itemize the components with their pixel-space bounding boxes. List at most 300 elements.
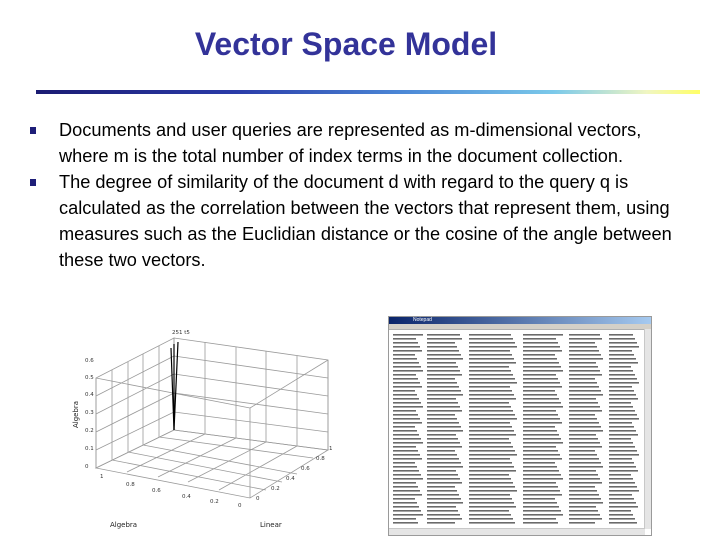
matrix-text-line xyxy=(523,518,556,520)
matrix-text-line xyxy=(393,350,422,352)
matrix-text-line xyxy=(469,346,517,348)
matrix-text-line xyxy=(393,518,416,520)
matrix-text-line xyxy=(523,406,563,408)
matrix-text-line xyxy=(469,390,512,392)
matrix-text-line xyxy=(523,434,559,436)
matrix-text-line xyxy=(609,370,633,372)
matrix-text-line xyxy=(469,414,515,416)
matrix-text-line xyxy=(609,354,634,356)
matrix-text-line xyxy=(523,514,563,516)
matrix-text-line xyxy=(569,502,603,504)
matrix-text-line xyxy=(569,382,597,384)
matrix-text-line xyxy=(393,410,416,412)
matrix-text-line xyxy=(569,522,595,524)
matrix-text-line xyxy=(523,462,555,464)
matrix-text-line xyxy=(569,354,601,356)
matrix-text-line xyxy=(523,442,563,444)
matrix-text-line xyxy=(393,522,418,524)
matrix-text-line xyxy=(609,342,637,344)
matrix-text-line xyxy=(469,470,516,472)
z-tick-label: 0.2 xyxy=(85,428,94,434)
matrix-text-line xyxy=(523,470,559,472)
matrix-text-line xyxy=(393,346,420,348)
matrix-text-line xyxy=(427,458,459,460)
matrix-text-line xyxy=(523,486,558,488)
matrix-text-line xyxy=(523,354,555,356)
matrix-text-line xyxy=(523,446,556,448)
matrix-text-line xyxy=(469,334,511,336)
matrix-text-line xyxy=(469,338,513,340)
matrix-text-line xyxy=(569,366,598,368)
matrix-text-line xyxy=(393,514,423,516)
matrix-text-line xyxy=(393,406,423,408)
z-tick-label: 0.3 xyxy=(85,410,94,416)
matrix-text-line xyxy=(469,450,515,452)
matrix-text-line xyxy=(393,354,415,356)
matrix-text-line xyxy=(569,510,598,512)
matrix-text-line xyxy=(569,362,596,364)
matrix-text-line xyxy=(427,418,457,420)
matrix-text-line xyxy=(609,498,634,500)
matrix-text-line xyxy=(569,442,600,444)
matrix-text-line xyxy=(427,474,458,476)
matrix-text-line xyxy=(523,438,561,440)
matrix-text-line xyxy=(523,430,557,432)
matrix-text-line xyxy=(523,366,561,368)
matrix-text-line xyxy=(523,454,560,456)
matrix-text-line xyxy=(427,358,463,360)
matrix-text-line xyxy=(523,498,555,500)
matrix-text-line xyxy=(569,478,600,480)
matrix-text-line xyxy=(569,410,602,412)
matrix-text-line xyxy=(609,362,638,364)
matrix-text-line xyxy=(427,370,460,372)
matrix-text-line xyxy=(427,494,459,496)
matrix-lines-svg xyxy=(391,331,643,527)
matrix-text-line xyxy=(427,518,462,520)
matrix-text-line xyxy=(469,362,516,364)
matrix-text-line xyxy=(393,466,417,468)
matrix-text-area xyxy=(391,331,649,533)
horizontal-scrollbar xyxy=(389,528,645,535)
matrix-text-line xyxy=(469,418,517,420)
matrix-text-line xyxy=(393,338,416,340)
matrix-text-line xyxy=(569,390,601,392)
matrix-text-line xyxy=(393,510,421,512)
matrix-text-line xyxy=(609,482,635,484)
matrix-text-line xyxy=(609,462,634,464)
matrix-text-line xyxy=(569,418,597,420)
matrix-text-line xyxy=(469,506,516,508)
matrix-text-line xyxy=(469,494,510,496)
matrix-text-line xyxy=(427,486,455,488)
matrix-text-line xyxy=(393,474,421,476)
x-tick-label: 0.8 xyxy=(126,482,135,488)
matrix-text-line xyxy=(609,494,632,496)
matrix-text-line xyxy=(609,430,636,432)
matrix-text-line xyxy=(569,374,602,376)
matrix-text-line xyxy=(569,450,595,452)
matrix-text-line xyxy=(523,450,558,452)
bullet-list xyxy=(30,117,680,273)
matrix-text-line xyxy=(609,338,635,340)
x-tick-label: 0.2 xyxy=(210,499,219,505)
matrix-text-line xyxy=(609,398,638,400)
y-tick-label: 1 xyxy=(329,446,333,452)
matrix-text-line xyxy=(609,486,637,488)
matrix-text-line xyxy=(393,390,415,392)
matrix-text-line xyxy=(427,350,459,352)
z-tick-label: 0.6 xyxy=(85,358,94,364)
bullet-square-icon xyxy=(30,179,36,186)
matrix-text-line xyxy=(523,358,557,360)
matrix-text-line xyxy=(523,386,562,388)
matrix-text-line xyxy=(393,394,417,396)
matrix-text-line xyxy=(609,350,632,352)
matrix-text-line xyxy=(609,366,631,368)
matrix-text-line xyxy=(427,366,458,368)
matrix-text-line xyxy=(569,494,599,496)
matrix-text-line xyxy=(393,418,420,420)
matrix-text-line xyxy=(427,378,455,380)
matrix-text-line xyxy=(427,374,462,376)
matrix-text-line xyxy=(427,470,456,472)
matrix-text-line xyxy=(427,414,455,416)
vertical-scrollbar xyxy=(644,329,651,529)
matrix-text-line xyxy=(393,482,416,484)
matrix-text-line xyxy=(569,466,603,468)
matrix-text-line xyxy=(469,458,510,460)
matrix-text-line xyxy=(393,502,417,504)
matrix-text-line xyxy=(523,418,560,420)
matrix-text-line xyxy=(523,410,556,412)
matrix-text-line xyxy=(469,398,516,400)
matrix-text-line xyxy=(569,498,601,500)
matrix-text-line xyxy=(609,514,633,516)
y-tick-label: 0.8 xyxy=(316,456,325,462)
matrix-text-line xyxy=(569,370,600,372)
matrix-text-line xyxy=(427,514,460,516)
bullet-item xyxy=(30,169,680,273)
matrix-text-line xyxy=(523,494,562,496)
left-axis-label: Algebra xyxy=(110,521,138,529)
matrix-text-line xyxy=(427,482,462,484)
matrix-text-line xyxy=(523,338,556,340)
matrix-text-line xyxy=(523,522,558,524)
window-title: Notepad xyxy=(413,317,432,323)
matrix-text-line xyxy=(469,446,513,448)
matrix-text-line xyxy=(427,466,463,468)
matrix-text-line xyxy=(469,454,517,456)
matrix-text-line xyxy=(523,466,557,468)
x-tick-label: 0.6 xyxy=(152,488,161,494)
matrix-text-line xyxy=(427,354,461,356)
plot-title-label: 251 t5 xyxy=(172,330,190,336)
matrix-text-line xyxy=(427,490,457,492)
x-tick-label: 0.4 xyxy=(182,494,191,500)
matrix-text-line xyxy=(393,434,419,436)
matrix-text-line xyxy=(609,414,637,416)
matrix-text-line xyxy=(569,346,597,348)
matrix-text-line xyxy=(469,406,511,408)
matrix-text-line xyxy=(469,438,509,440)
matrix-text-line xyxy=(569,398,596,400)
matrix-text-line xyxy=(427,450,455,452)
y-tick-label: 0.4 xyxy=(286,476,295,482)
matrix-text-line xyxy=(609,478,633,480)
matrix-text-line xyxy=(523,334,563,336)
matrix-text-line xyxy=(427,498,461,500)
matrix-text-line xyxy=(609,454,639,456)
z-tick-label: 0.1 xyxy=(85,446,94,452)
matrix-text-line xyxy=(609,438,631,440)
matrix-text-line xyxy=(523,378,558,380)
matrix-text-line xyxy=(393,498,415,500)
matrix-text-line xyxy=(569,394,603,396)
matrix-text-line xyxy=(427,406,460,408)
matrix-text-line xyxy=(569,386,599,388)
matrix-text-line xyxy=(523,490,560,492)
matrix-text-line xyxy=(609,358,636,360)
matrix-text-line xyxy=(469,378,515,380)
matrix-text-line xyxy=(523,458,562,460)
matrix-text-line xyxy=(469,350,510,352)
matrix-text-line xyxy=(523,474,561,476)
matrix-text-line xyxy=(427,438,458,440)
matrix-text-line xyxy=(523,398,559,400)
matrix-text-line xyxy=(523,414,558,416)
matrix-text-line xyxy=(469,442,511,444)
matrix-text-line xyxy=(393,366,421,368)
matrix-text-line xyxy=(469,518,513,520)
matrix-text-line xyxy=(393,402,421,404)
matrix-text-line xyxy=(469,370,511,372)
matrix-text-line xyxy=(609,458,632,460)
matrix-text-line xyxy=(427,506,456,508)
matrix-text-line xyxy=(569,486,595,488)
matrix-text-line xyxy=(569,406,600,408)
matrix-text-line xyxy=(427,430,463,432)
matrix-text-line xyxy=(427,478,460,480)
matrix-text-line xyxy=(609,378,637,380)
bullet-square-icon xyxy=(30,127,36,134)
matrix-text-line xyxy=(609,502,636,504)
matrix-text-line xyxy=(469,498,512,500)
matrix-text-line xyxy=(427,334,460,336)
matrix-text-line xyxy=(393,382,420,384)
matrix-text-line xyxy=(393,438,421,440)
matrix-text-line xyxy=(569,462,601,464)
matrix-text-line xyxy=(469,462,512,464)
matrix-text-line xyxy=(393,442,423,444)
slide-title: Vector Space Model xyxy=(194,26,498,62)
matrix-text-line xyxy=(523,506,559,508)
matrix-text-line xyxy=(609,506,638,508)
matrix-text-line xyxy=(393,422,422,424)
title-divider xyxy=(36,90,700,94)
matrix-text-line xyxy=(569,334,600,336)
matrix-text-line xyxy=(469,502,514,504)
matrix-text-line xyxy=(393,450,418,452)
y-tick-label: 0.2 xyxy=(271,486,280,492)
matrix-text-line xyxy=(469,430,514,432)
matrix-text-line xyxy=(609,334,633,336)
matrix-text-line xyxy=(569,490,597,492)
matrix-text-line xyxy=(393,458,422,460)
matrix-text-line xyxy=(427,510,458,512)
matrix-text-line xyxy=(427,502,463,504)
x-tick-label: 1 xyxy=(100,474,104,480)
matrix-text-line xyxy=(469,354,512,356)
matrix-text-line xyxy=(393,398,419,400)
matrix-text-line xyxy=(393,470,419,472)
matrix-text-line xyxy=(569,518,602,520)
matrix-text-line xyxy=(393,358,417,360)
matrix-text-line xyxy=(469,514,511,516)
matrix-text-line xyxy=(469,386,510,388)
matrix-text-line xyxy=(609,374,635,376)
matrix-text-line xyxy=(609,470,638,472)
matrix-text-line xyxy=(609,386,632,388)
matrix-text-line xyxy=(393,342,418,344)
matrix-text-line xyxy=(523,374,556,376)
matrix-text-line xyxy=(427,386,459,388)
matrix-text-line xyxy=(569,470,596,472)
matrix-text-line xyxy=(609,402,631,404)
matrix-text-line xyxy=(569,350,599,352)
z-tick-label: 0.5 xyxy=(85,375,94,381)
matrix-text-line xyxy=(609,434,638,436)
matrix-text-line xyxy=(393,506,419,508)
matrix-text-line xyxy=(569,482,602,484)
matrix-text-line xyxy=(569,458,599,460)
matrix-text-line xyxy=(427,422,459,424)
matrix-text-line xyxy=(427,442,460,444)
matrix-text-line xyxy=(609,410,635,412)
matrix-text-line xyxy=(569,430,603,432)
matrix-text-line xyxy=(469,510,509,512)
matrix-text-line xyxy=(427,446,462,448)
matrix-text-line xyxy=(609,466,636,468)
matrix-text-line xyxy=(393,430,417,432)
x-tick-label: 0 xyxy=(238,503,242,509)
vector-3d-plot xyxy=(70,322,360,537)
matrix-text-line xyxy=(569,338,602,340)
matrix-text-line xyxy=(523,342,558,344)
matrix-text-line xyxy=(469,410,513,412)
matrix-text-line xyxy=(469,382,517,384)
window-title-bar xyxy=(389,317,651,324)
vertical-axis-label: Algebra xyxy=(72,400,80,428)
window-menu-bar xyxy=(389,324,651,330)
matrix-text-line xyxy=(469,434,516,436)
matrix-text-line xyxy=(523,382,560,384)
matrix-text-line xyxy=(393,454,420,456)
matrix-text-line xyxy=(569,426,601,428)
matrix-text-line xyxy=(393,334,423,336)
matrix-text-line xyxy=(469,482,513,484)
notepad-window xyxy=(388,316,652,536)
matrix-text-line xyxy=(469,474,509,476)
matrix-text-line xyxy=(609,446,635,448)
matrix-text-line xyxy=(609,422,632,424)
matrix-text-line xyxy=(609,442,633,444)
matrix-text-line xyxy=(469,342,515,344)
y-tick-label: 0.6 xyxy=(301,466,310,472)
matrix-text-line xyxy=(569,446,602,448)
matrix-text-line xyxy=(427,382,457,384)
matrix-text-line xyxy=(609,510,631,512)
matrix-text-line xyxy=(523,390,555,392)
matrix-text-line xyxy=(393,426,415,428)
matrix-text-line xyxy=(427,394,463,396)
z-tick-label: 0 xyxy=(85,464,89,470)
matrix-text-line xyxy=(569,378,595,380)
matrix-text-line xyxy=(609,418,639,420)
matrix-text-line xyxy=(523,370,563,372)
matrix-text-line xyxy=(469,426,512,428)
matrix-text-line xyxy=(393,462,415,464)
matrix-text-line xyxy=(569,454,597,456)
z-tick-label: 0.4 xyxy=(85,392,94,398)
matrix-text-line xyxy=(569,358,603,360)
matrix-text-line xyxy=(427,346,457,348)
matrix-text-line xyxy=(609,394,636,396)
matrix-text-line xyxy=(523,482,556,484)
matrix-text-line xyxy=(609,518,635,520)
matrix-text-line xyxy=(569,438,598,440)
matrix-text-line xyxy=(523,402,561,404)
matrix-text-line xyxy=(393,446,416,448)
matrix-text-line xyxy=(393,478,423,480)
matrix-text-line xyxy=(393,362,419,364)
matrix-text-line xyxy=(469,522,515,524)
matrix-text-line xyxy=(427,402,458,404)
matrix-text-line xyxy=(393,414,418,416)
matrix-text-line xyxy=(469,486,515,488)
matrix-text-line xyxy=(469,358,514,360)
matrix-text-line xyxy=(569,434,596,436)
matrix-text-line xyxy=(393,374,416,376)
matrix-text-line xyxy=(523,478,563,480)
matrix-text-line xyxy=(609,426,634,428)
matrix-text-line xyxy=(609,450,637,452)
matrix-text-line xyxy=(427,362,456,364)
matrix-text-line xyxy=(609,406,633,408)
matrix-text-line xyxy=(469,466,514,468)
matrix-text-line xyxy=(469,490,517,492)
matrix-text-line xyxy=(469,402,509,404)
matrix-text-line xyxy=(393,486,418,488)
matrix-text-line xyxy=(523,422,562,424)
matrix-text-line xyxy=(427,342,455,344)
matrix-text-line xyxy=(609,490,639,492)
matrix-text-line xyxy=(393,386,422,388)
matrix-text-line xyxy=(469,478,511,480)
matrix-text-line xyxy=(523,426,555,428)
matrix-text-line xyxy=(569,474,598,476)
matrix-text-line xyxy=(427,338,462,340)
matrix-text-line xyxy=(427,398,456,400)
bullet-item xyxy=(30,117,680,169)
matrix-text-line xyxy=(393,370,423,372)
matrix-text-line xyxy=(523,510,561,512)
matrix-text-line xyxy=(427,434,456,436)
matrix-text-line xyxy=(569,514,600,516)
y-tick-label: 0 xyxy=(256,496,260,502)
matrix-text-line xyxy=(427,390,461,392)
matrix-text-line xyxy=(609,522,637,524)
